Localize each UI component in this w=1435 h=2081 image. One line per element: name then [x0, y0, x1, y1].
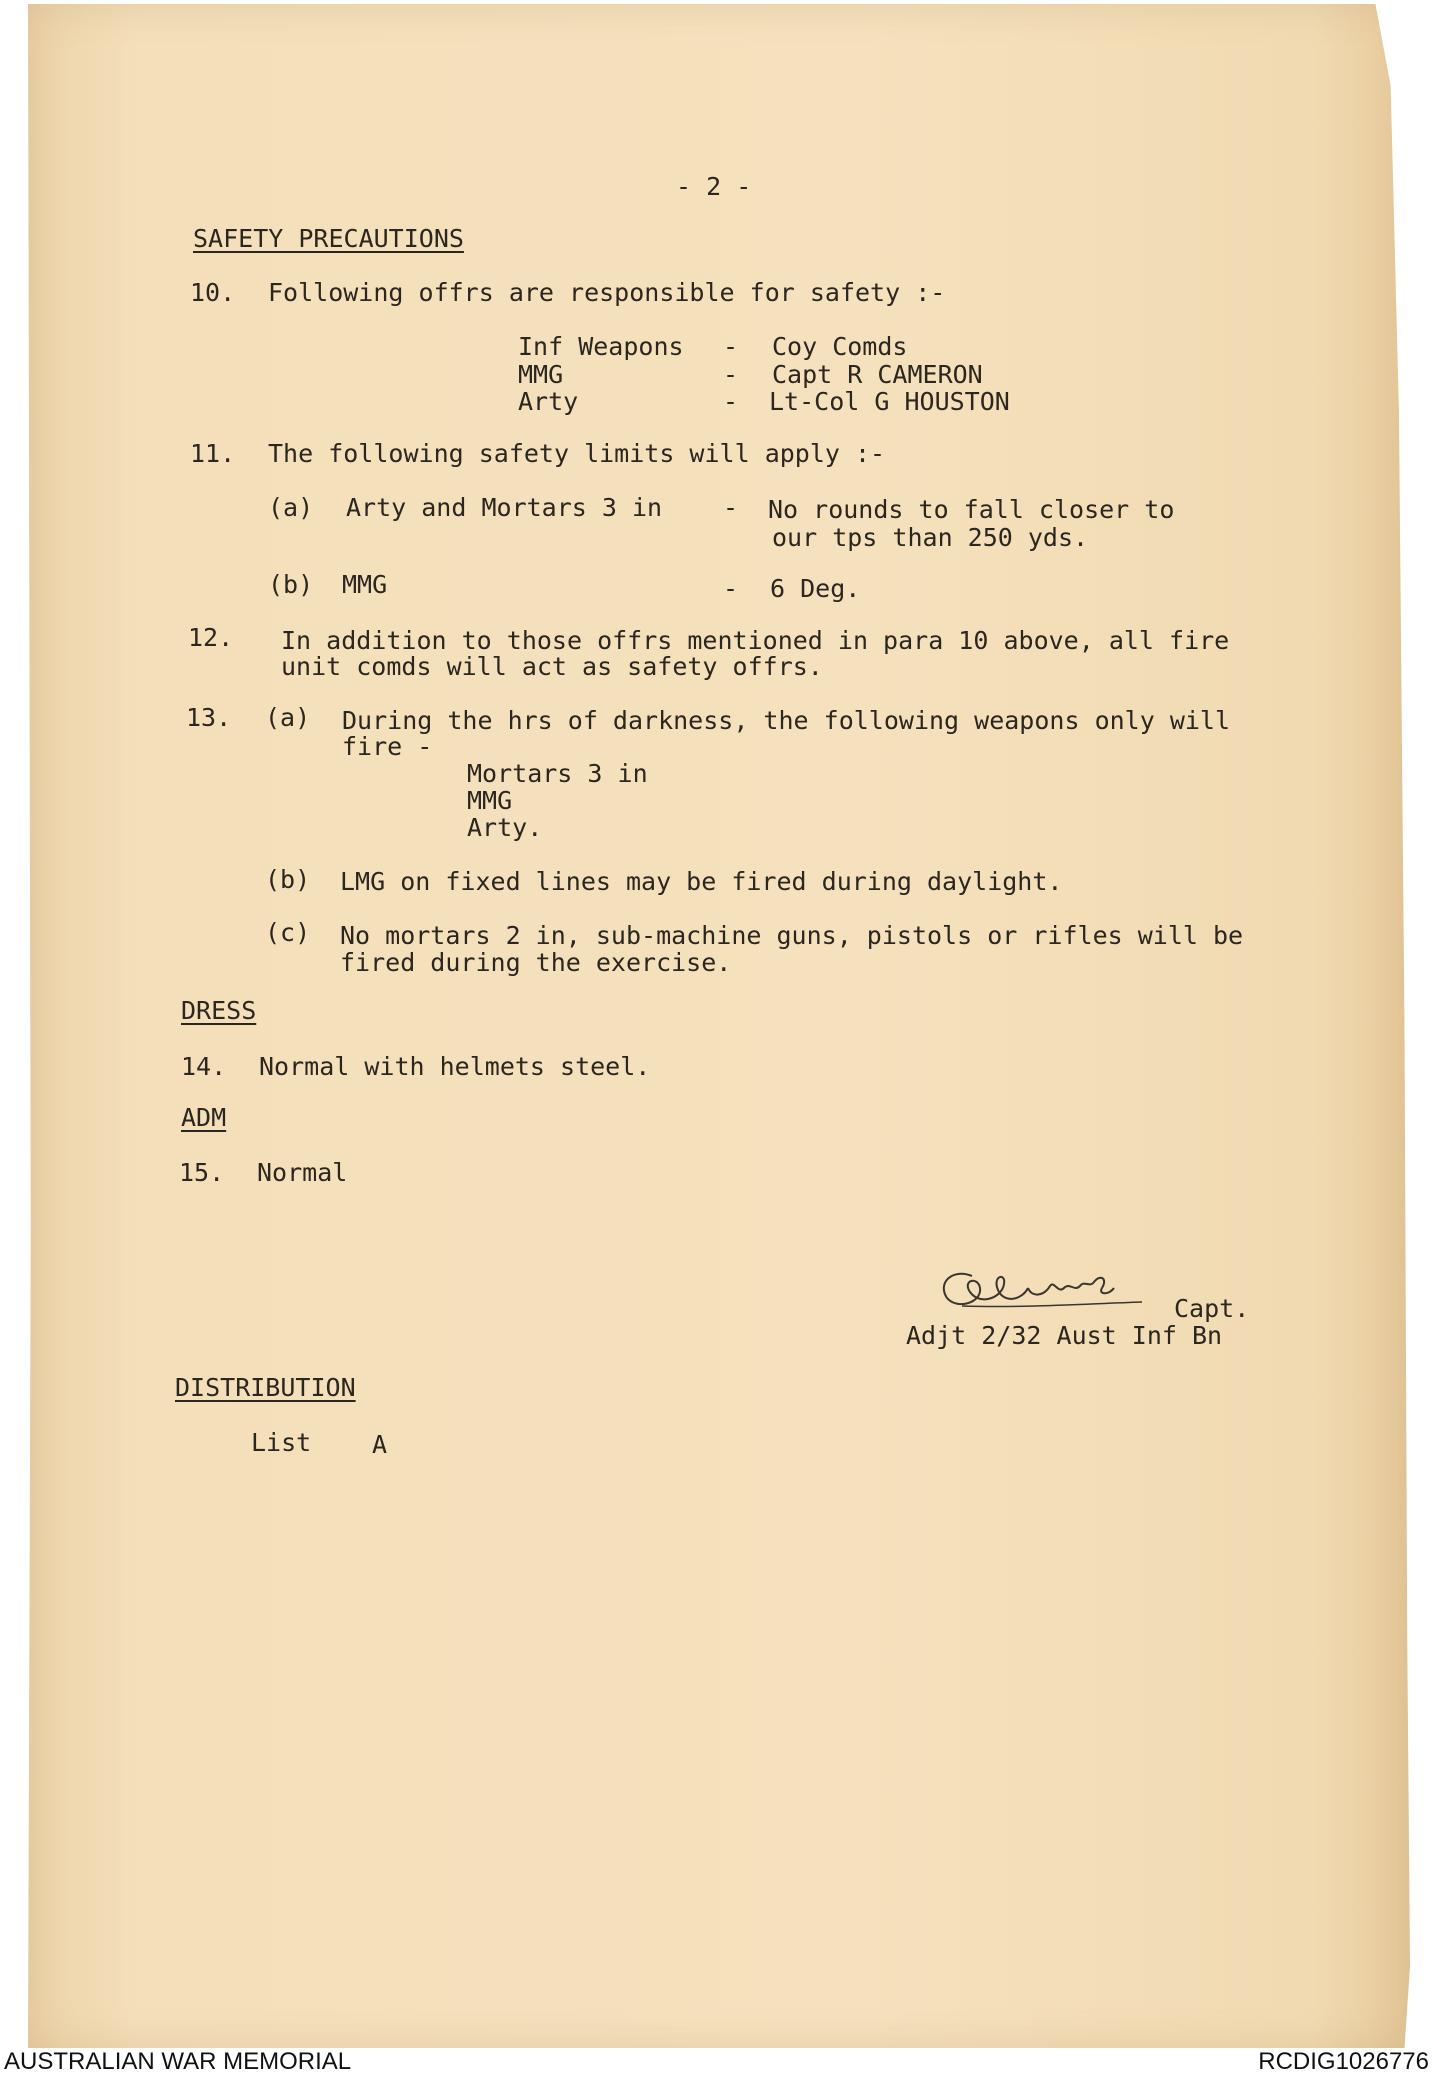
safety-heading: SAFETY PRECAUTIONS	[193, 224, 464, 253]
weapon-dash: -	[723, 360, 739, 389]
para-15-text: Normal	[257, 1158, 348, 1187]
limit-text: our tps than 250 yds.	[772, 523, 1089, 552]
para-12-text: In addition to those offrs mentioned in para 10 above, all fire	[281, 626, 1230, 655]
limit-dash: -	[723, 574, 739, 603]
para-11-text: The following safety limits will apply :-	[268, 439, 886, 468]
limit-letter: (a)	[268, 493, 314, 522]
page-number: - 2 -	[676, 172, 752, 201]
signatory-title: Adjt 2/32 Aust Inf Bn	[906, 1321, 1223, 1350]
distribution-label: List	[251, 1428, 312, 1457]
weapon-label: Arty	[518, 387, 579, 416]
distribution-value: A	[372, 1430, 388, 1459]
para-13a-letter: (a)	[265, 703, 311, 732]
officer-label: Coy Comds	[772, 332, 908, 361]
distribution-heading: DISTRIBUTION	[175, 1373, 356, 1402]
limit-item: MMG	[342, 570, 388, 599]
para-13c-text: No mortars 2 in, sub-machine guns, pistols or rifles will be	[340, 921, 1244, 950]
para-13c-text: fired during the exercise.	[340, 948, 732, 977]
signatory-rank: Capt.	[1174, 1294, 1250, 1323]
para-10-number: 10.	[190, 278, 236, 307]
weapon-dash: -	[723, 332, 739, 361]
dress-heading: DRESS	[181, 996, 257, 1025]
para-13a-text: During the hrs of darkness, the following weapons only will	[342, 706, 1231, 735]
limit-dash: -	[723, 493, 739, 522]
limit-text: No rounds to fall closer to	[768, 495, 1175, 524]
limit-item: Arty and Mortars 3 in	[346, 493, 663, 522]
weapon-label: MMG	[518, 360, 564, 389]
para-13a-text: fire -	[342, 732, 433, 761]
para-14-text: Normal with helmets steel.	[259, 1052, 651, 1081]
footer-source: AUSTRALIAN WAR MEMORIAL	[4, 2048, 352, 2075]
weapon-item: MMG	[467, 786, 513, 815]
document-paper	[28, 4, 1410, 2048]
weapon-item: Arty.	[467, 813, 543, 842]
footer-catalog-id: RCDIG1026776	[1258, 2048, 1429, 2075]
para-13b-text: LMG on fixed lines may be fired during daylight.	[340, 867, 1063, 896]
weapon-dash: -	[723, 387, 739, 416]
weapon-label: Inf Weapons	[518, 332, 684, 361]
officer-label: Capt R CAMERON	[772, 360, 983, 389]
para-15-number: 15.	[179, 1158, 225, 1187]
para-13-number: 13.	[186, 703, 232, 732]
para-12-number: 12.	[188, 623, 234, 652]
weapon-item: Mortars 3 in	[467, 759, 648, 788]
para-11-number: 11.	[190, 439, 236, 468]
limit-text: 6 Deg.	[770, 574, 861, 603]
adm-heading: ADM	[181, 1103, 227, 1132]
para-13b-letter: (b)	[265, 865, 311, 894]
handwritten-signature	[932, 1258, 1202, 1318]
limit-letter: (b)	[268, 570, 314, 599]
officer-label: Lt-Col G HOUSTON	[769, 387, 1010, 416]
para-10-text: Following offrs are responsible for safety :-	[268, 278, 946, 307]
para-12-text: unit comds will act as safety offrs.	[281, 652, 823, 681]
para-13c-letter: (c)	[265, 918, 311, 947]
para-14-number: 14.	[181, 1052, 227, 1081]
